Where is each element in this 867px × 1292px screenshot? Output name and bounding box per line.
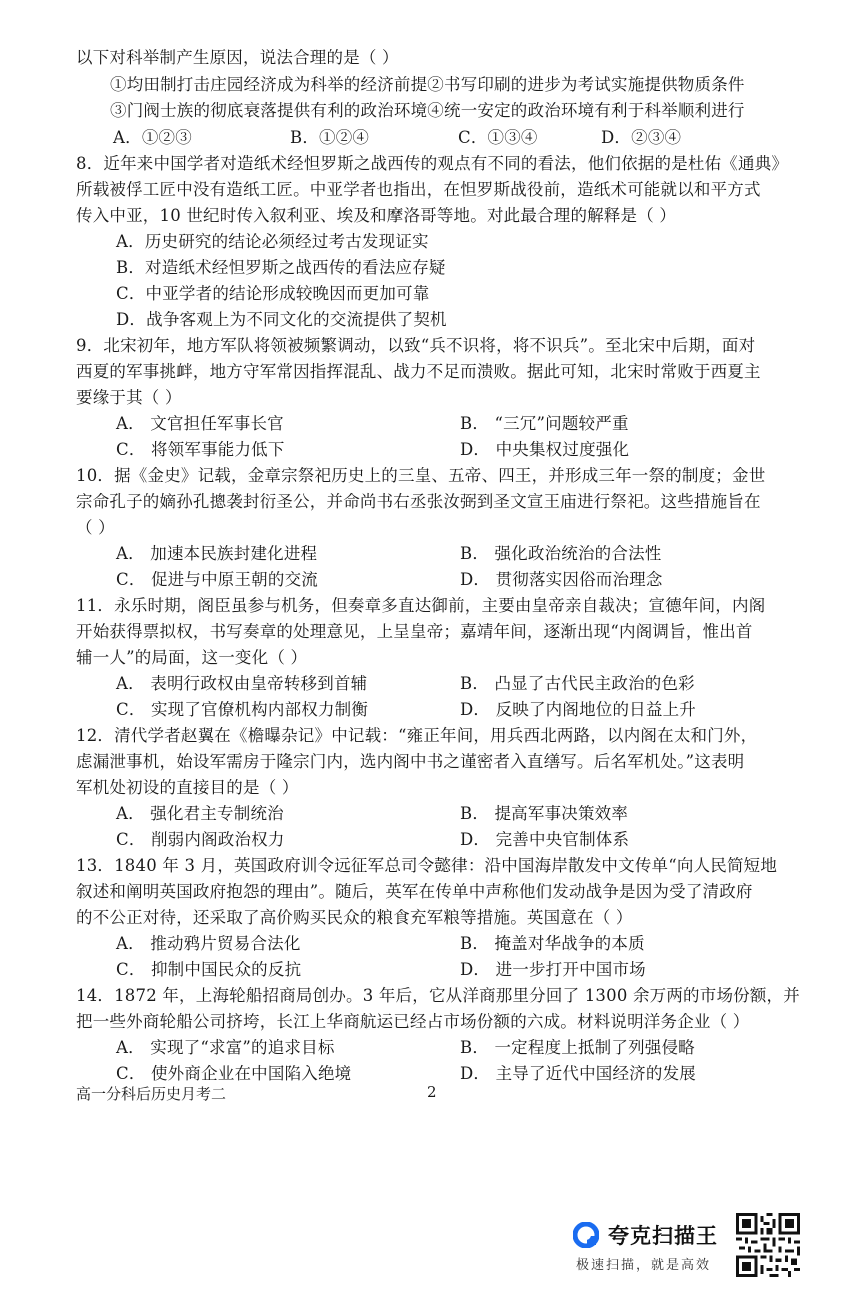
q8-option-b[interactable]: B．对造纸术经怛罗斯之战西传的看法应存疑	[116, 258, 446, 277]
q14-stem-line-1: 14．1872 年，上海轮船招商局创办。3 年后，它从洋商那里分回了 1300 余万两的市场份额，并	[76, 986, 800, 1005]
footer-exam-title: 高一分科后历史月考二	[76, 1085, 227, 1103]
q13-option-d[interactable]: D． 进一步打开中国市场	[460, 960, 646, 979]
watermark-brand-name: 夸克扫描王	[608, 1224, 718, 1248]
q11-option-c[interactable]: C． 实现了官僚机构内部权力制衡	[116, 700, 369, 719]
q9-option-b[interactable]: B． “三冗”问题较严重	[460, 414, 629, 433]
q7-statement-1: ①均田制打击庄园经济成为科举的经济前提②书写印刷的进步为考试实施提供物质条件	[110, 75, 745, 94]
q14-option-b[interactable]: B． 一定程度上抵制了列强侵略	[460, 1038, 695, 1057]
q7-option-b[interactable]: B．①②④	[290, 128, 370, 147]
q8-option-d[interactable]: D．战争客观上为不同文化的交流提供了契机	[116, 310, 447, 329]
q8-stem-line-3: 传入中亚，10 世纪时传入叙利亚、埃及和摩洛哥等地。对此最合理的解释是（ ）	[76, 206, 677, 225]
q8-stem-line-2: 所载被俘工匠中没有造纸工匠。中亚学者也指出，在怛罗斯战役前，造纸术可能就以和平方式	[76, 180, 761, 199]
q10-option-d[interactable]: D． 贯彻落实因俗而治理念	[460, 570, 663, 589]
q9-option-a[interactable]: A． 文官担任军事长官	[116, 414, 284, 433]
quark-logo-icon	[573, 1222, 599, 1248]
q11-stem-line-2: 开始获得票拟权，书写奏章的处理意见，上呈皇帝；嘉靖年间，逐渐出现“内阁调旨，惟出首	[76, 622, 753, 641]
q14-stem-line-2: 把一些外商轮船公司挤垮，长江上华商航运已经占市场份额的六成。材料说明洋务企业（ ）	[76, 1012, 750, 1031]
q10-option-a[interactable]: A． 加速本民族封建化进程	[116, 544, 318, 563]
q10-option-b[interactable]: B． 强化政治统治的合法性	[460, 544, 662, 563]
qr-code-icon	[736, 1213, 800, 1277]
q7-option-c[interactable]: C．①③④	[458, 128, 538, 147]
q11-option-a[interactable]: A． 表明行政权由皇帝转移到首辅	[116, 674, 368, 693]
q10-stem-line-1: 10．据《金史》记载，金章宗祭祀历史上的三皇、五帝、四王，并形成三年一祭的制度；金世	[76, 466, 766, 485]
q13-option-a[interactable]: A． 推动鸦片贸易合法化	[116, 934, 301, 953]
q10-stem-line-2: 宗命孔子的嫡孙孔摠袭封衍圣公，并命尚书右丞张汝弼到圣文宣王庙进行祭祀。这些措施旨在	[76, 492, 761, 511]
q11-option-b[interactable]: B． 凸显了古代民主政治的色彩	[460, 674, 695, 693]
q13-stem-line-2: 叙述和阐明英国政府抱怨的理由”。随后，英军在传单中声称他们发动战争是因为受了清政府	[76, 882, 753, 901]
q11-stem-line-1: 11．永乐时期，阁臣虽参与机务，但奏章多直达御前，主要由皇帝亲自裁决；宣德年间，内阁	[76, 596, 766, 615]
q8-stem-line-1: 8．近年来中国学者对造纸术经怛罗斯之战西传的观点有不同的看法，他们依据的是杜佑《通典》	[76, 154, 789, 173]
watermark-slogan: 极速扫描，就是高效	[576, 1258, 712, 1273]
q12-option-d[interactable]: D． 完善中央官制体系	[460, 830, 630, 849]
q13-stem-line-1: 13．1840 年 3 月，英国政府训令远征军总司令懿律：沿中国海岸散发中文传单“向人民简短地	[76, 856, 778, 875]
q9-stem-line-3: 要缘于其（ ）	[76, 388, 182, 407]
q9-stem-line-1: 9．北宋初年，地方军队将领被频繁调动，以致“兵不识将，将不识兵”。至北宋中后期，面对	[76, 336, 756, 355]
q9-stem-line-2: 西夏的军事挑衅，地方守军常因指挥混乱、战力不足而溃败。据此可知，北宋时常败于西夏主	[76, 362, 761, 381]
q12-stem-line-3: 军机处初设的直接目的是（ ）	[76, 778, 299, 797]
q11-stem-line-3: 辅一人”的局面，这一变化（ ）	[76, 648, 308, 667]
footer-page-number: 2	[427, 1083, 437, 1101]
q12-option-a[interactable]: A． 强化君主专制统治	[116, 804, 284, 823]
q7-statement-2: ③门阀士族的彻底衰落提供有利的政治环境④统一安定的政治环境有利于科举顺利进行	[110, 101, 745, 120]
q10-stem-line-3: （ ）	[76, 518, 115, 537]
q13-stem-line-3: 的不公正对待，还采取了高价购买民众的粮食充军粮等措施。英国意在（ ）	[76, 908, 633, 927]
q12-stem-line-2: 虑漏泄事机，始设军需房于隆宗门内，选内阁中书之谨密者入直缮写。后名军机处。”这表明	[76, 752, 745, 771]
q14-option-d[interactable]: D． 主导了近代中国经济的发展	[460, 1064, 696, 1083]
q9-option-c[interactable]: C． 将领军事能力低下	[116, 440, 285, 459]
q12-stem-line-1: 12．清代学者赵翼在《檐曝杂记》中记载：“雍正年间，用兵西北两路，以内阁在太和门外，	[76, 726, 758, 745]
q12-option-b[interactable]: B． 提高军事决策效率	[460, 804, 629, 823]
q11-option-d[interactable]: D． 反映了内阁地位的日益上升	[460, 700, 696, 719]
q7-option-a[interactable]: A．①②③	[113, 128, 192, 147]
q8-option-a[interactable]: A．历史研究的结论必须经过考古发现证实	[116, 232, 429, 251]
q8-option-c[interactable]: C．中亚学者的结论形成较晚因而更加可靠	[116, 284, 430, 303]
q13-option-c[interactable]: C． 抑制中国民众的反抗	[116, 960, 302, 979]
q13-option-b[interactable]: B． 掩盖对华战争的本质	[460, 934, 645, 953]
q7-stem: 以下对科举制产生原因，说法合理的是（ ）	[76, 48, 399, 67]
q9-option-d[interactable]: D． 中央集权过度强化	[460, 440, 630, 459]
q7-option-d[interactable]: D．②③④	[601, 128, 682, 147]
q12-option-c[interactable]: C． 削弱内阁政治权力	[116, 830, 285, 849]
q14-option-c[interactable]: C． 使外商企业在中国陷入绝境	[116, 1064, 352, 1083]
q10-option-c[interactable]: C． 促进与中原王朝的交流	[116, 570, 318, 589]
scanner-watermark	[570, 1216, 730, 1276]
q14-option-a[interactable]: A． 实现了“求富”的追求目标	[116, 1038, 335, 1057]
